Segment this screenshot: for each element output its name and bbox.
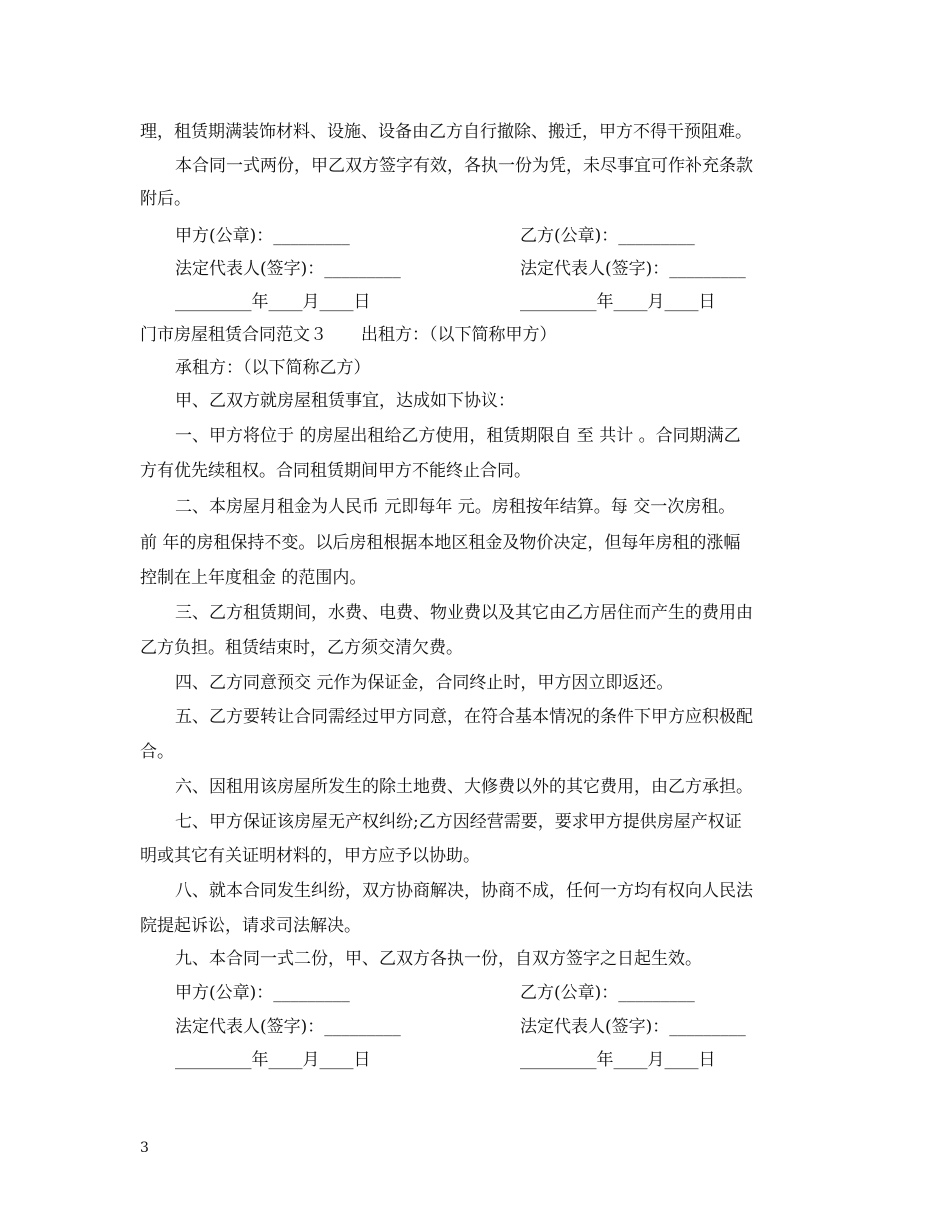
page-number: 3 (140, 1140, 149, 1156)
contract-title: 门市房屋租赁合同范文３ 出租方：（以下简称甲方） (140, 325, 557, 345)
party-b-seal: 乙方(公章)：_________ (520, 983, 695, 1003)
party-b-date: _________年____月____日 (520, 1050, 716, 1070)
party-a-seal: 甲方(公章)：_________ (175, 226, 350, 246)
party-b-seal: 乙方(公章)：_________ (520, 226, 695, 246)
party-a-date: _________年____月____日 (175, 292, 371, 312)
party-a-rep: 法定代表人(签字)：_________ (175, 1017, 401, 1037)
text-line: 本合同一式两份，甲乙双方签字有效，各执一份为凭，未尽事宜可作补充条款 (175, 156, 753, 176)
party-b-rep: 法定代表人(签字)：_________ (520, 1017, 746, 1037)
clause-9: 九、本合同一式二份，甲、乙双方各执一份，自双方签字之日起生效。 (175, 949, 702, 969)
clause-6: 六、因租用该房屋所发生的除土地费、大修费以外的其它费用，由乙方承担。 (175, 777, 753, 797)
clause-3: 三、乙方租赁期间，水费、电费、物业费以及其它由乙方居住而产生的费用由 (175, 603, 753, 623)
text-line: 甲、乙双方就房屋租赁事宜，达成如下协议： (175, 391, 515, 411)
clause-1: 一、甲方将位于 的房屋出租给乙方使用，租赁期限自 至 共计 。合同期满乙 (175, 426, 741, 446)
text-line: 乙方负担。租赁结束时，乙方须交清欠费。 (140, 638, 463, 658)
clause-5: 五、乙方要转让合同需经过甲方同意，在符合基本情况的条件下甲方应积极配 (175, 707, 753, 727)
text-line: 院提起诉讼，请求司法解决。 (140, 916, 361, 936)
text-line: 前 年的房租保持不变。以后房租根据本地区租金及物价决定，但每年房租的涨幅 (140, 533, 741, 553)
text-line: 控制在上年度租金 的范围内。 (140, 568, 367, 588)
party-b-rep: 法定代表人(签字)：_________ (520, 259, 746, 279)
clause-2: 二、本房屋月租金为人民币 元即每年 元。房租按年结算。每 交一次房租。 (175, 497, 736, 517)
text-line: 合。 (140, 742, 174, 762)
party-a-date: _________年____月____日 (175, 1050, 371, 1070)
text-line: 理，租赁期满装饰材料、设施、设备由乙方自行撤除、搬迁，甲方不得干预阻难。 (140, 122, 752, 142)
party-a-rep: 法定代表人(签字)：_________ (175, 259, 401, 279)
text-line: 方有优先续租权。合同租赁期间甲方不能终止合同。 (140, 461, 531, 481)
text-line: 附后。 (140, 189, 191, 209)
clause-8: 八、就本合同发生纠纷，双方协商解决，协商不成，任何一方均有权向人民法 (175, 881, 753, 901)
text-line: 明或其它有关证明材料的，甲方应予以协助。 (140, 846, 480, 866)
clause-7: 七、甲方保证该房屋无产权纠纷;乙方因经营需要，要求甲方提供房屋产权证 (175, 812, 742, 832)
text-line: 承租方：（以下简称乙方） (175, 358, 371, 378)
clause-4: 四、乙方同意预交 元作为保证金，合同终止时，甲方因立即返还。 (175, 673, 674, 693)
party-b-date: _________年____月____日 (520, 292, 716, 312)
party-a-seal: 甲方(公章)：_________ (175, 983, 350, 1003)
